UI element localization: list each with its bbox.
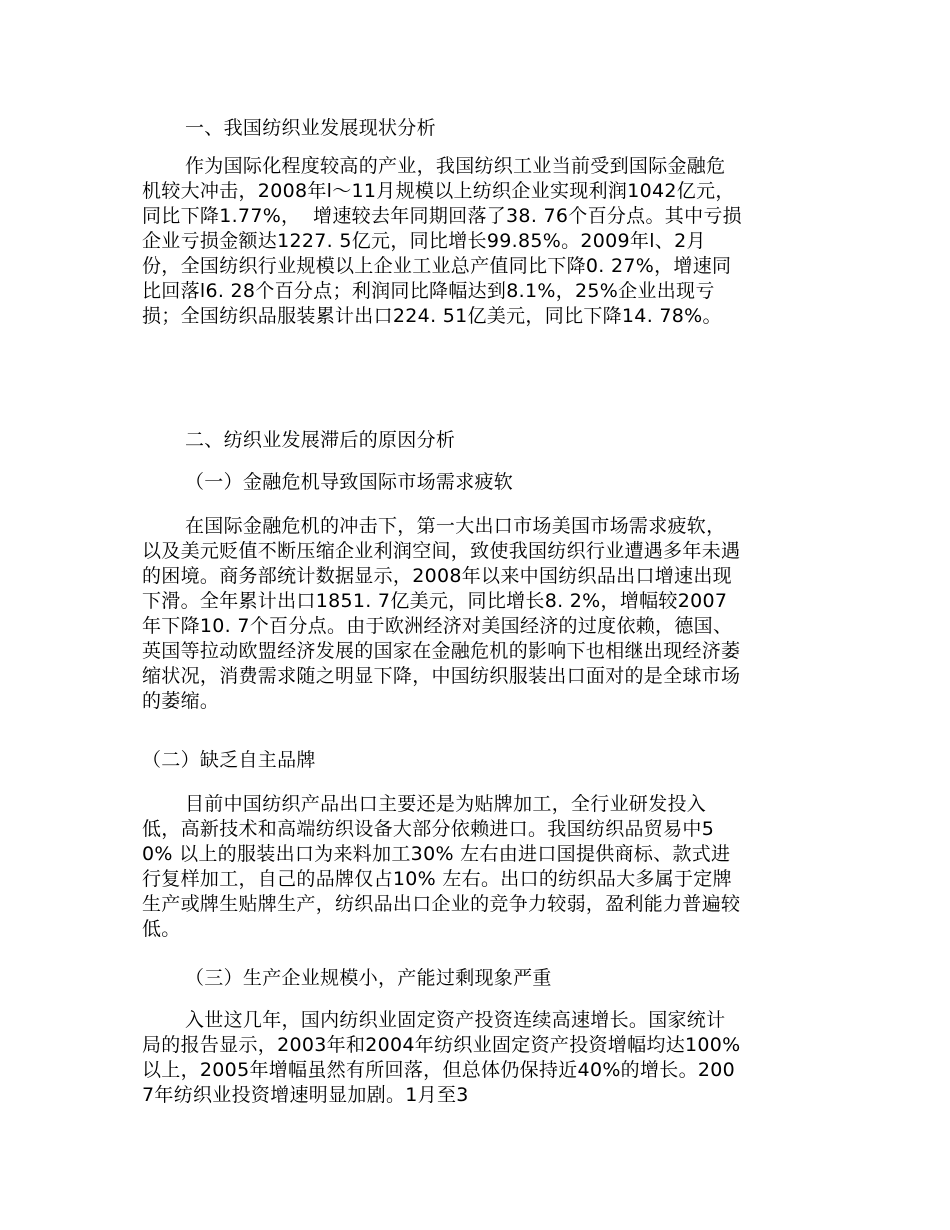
subsection-heading-3: （三）生产企业规模小，产能过剩现象严重	[185, 967, 552, 989]
section-heading-2: 二、纺织业发展滞后的原因分析	[185, 429, 456, 451]
subsection-heading-2: （二）缺乏自主品牌	[142, 749, 316, 771]
subsection-heading-1: （一）金融危机导致国际市场需求疲软	[185, 471, 514, 493]
paragraph-2: 在国际金融危机的冲击下，第一大出口市场美国市场需求疲软，以及美元贬值不断压缩企业利润空间，致使我国纺织行业遭遇多年未遇的困境。商务部统计数据显示，2008年以来中国纺织品出口增速出现下滑。全年累计出口1851. 7亿美元，同比增长8. 2%，增幅较2007年下降10. 7个百分点。由于欧洲经济对美国经济的过度依赖，德国、英国等拉动欧盟经济发展的国家在金融危机的影响下也相继出现经济萎缩状况，消费需求随之明显下降，中国纺织服装出口面对的是全球市场的萎缩。	[142, 515, 741, 712]
paragraph-1: 作为国际化程度较高的产业，我国纺织工业当前受到国际金融危机较大冲击，2008年l～11月规模以上纺织企业实现利润1042亿元，同比下降1.77%， 增速较去年同期回落了38. 76个百分点。其中亏损企业亏损金额达1227. 5亿元，同比增长99.85%。2009年l、2月份，全国纺织行业规模以上企业工业总产值同比下降0. 27%，增速同比回落l6. 28个百分点；利润同比降幅达到8.1%，25%企业出现亏损；全国纺织品服装累计出口224. 51亿美元，同比下降14. 78%。	[142, 155, 742, 327]
paragraph-3: 目前中国纺织产品出口主要还是为贴牌加工，全行业研发投入低，高新技术和高端纺织设备大部分依赖进口。我国纺织品贸易中50% 以上的服装出口为来料加工30% 左右由进口国提供商标、款式进行复样加工，自己的品牌仅占10% 左右。出口的纺织品大多属于定牌生产或牌生贴牌生产，纺织品出口企业的竞争力较弱，盈利能力普遍较低。	[142, 793, 741, 940]
section-heading-1: 一、我国纺织业发展现状分析	[185, 117, 436, 139]
paragraph-4: 入世这几年，国内纺织业固定资产投资连续高速增长。国家统计局的报告显示，2003年和2004年纺织业固定资产投资增幅均达100%以上，2005年增幅虽然有所回落，但总体仍保持近40%的增长。2007年纺织业投资增速明显加剧。1月至3	[142, 1009, 741, 1106]
